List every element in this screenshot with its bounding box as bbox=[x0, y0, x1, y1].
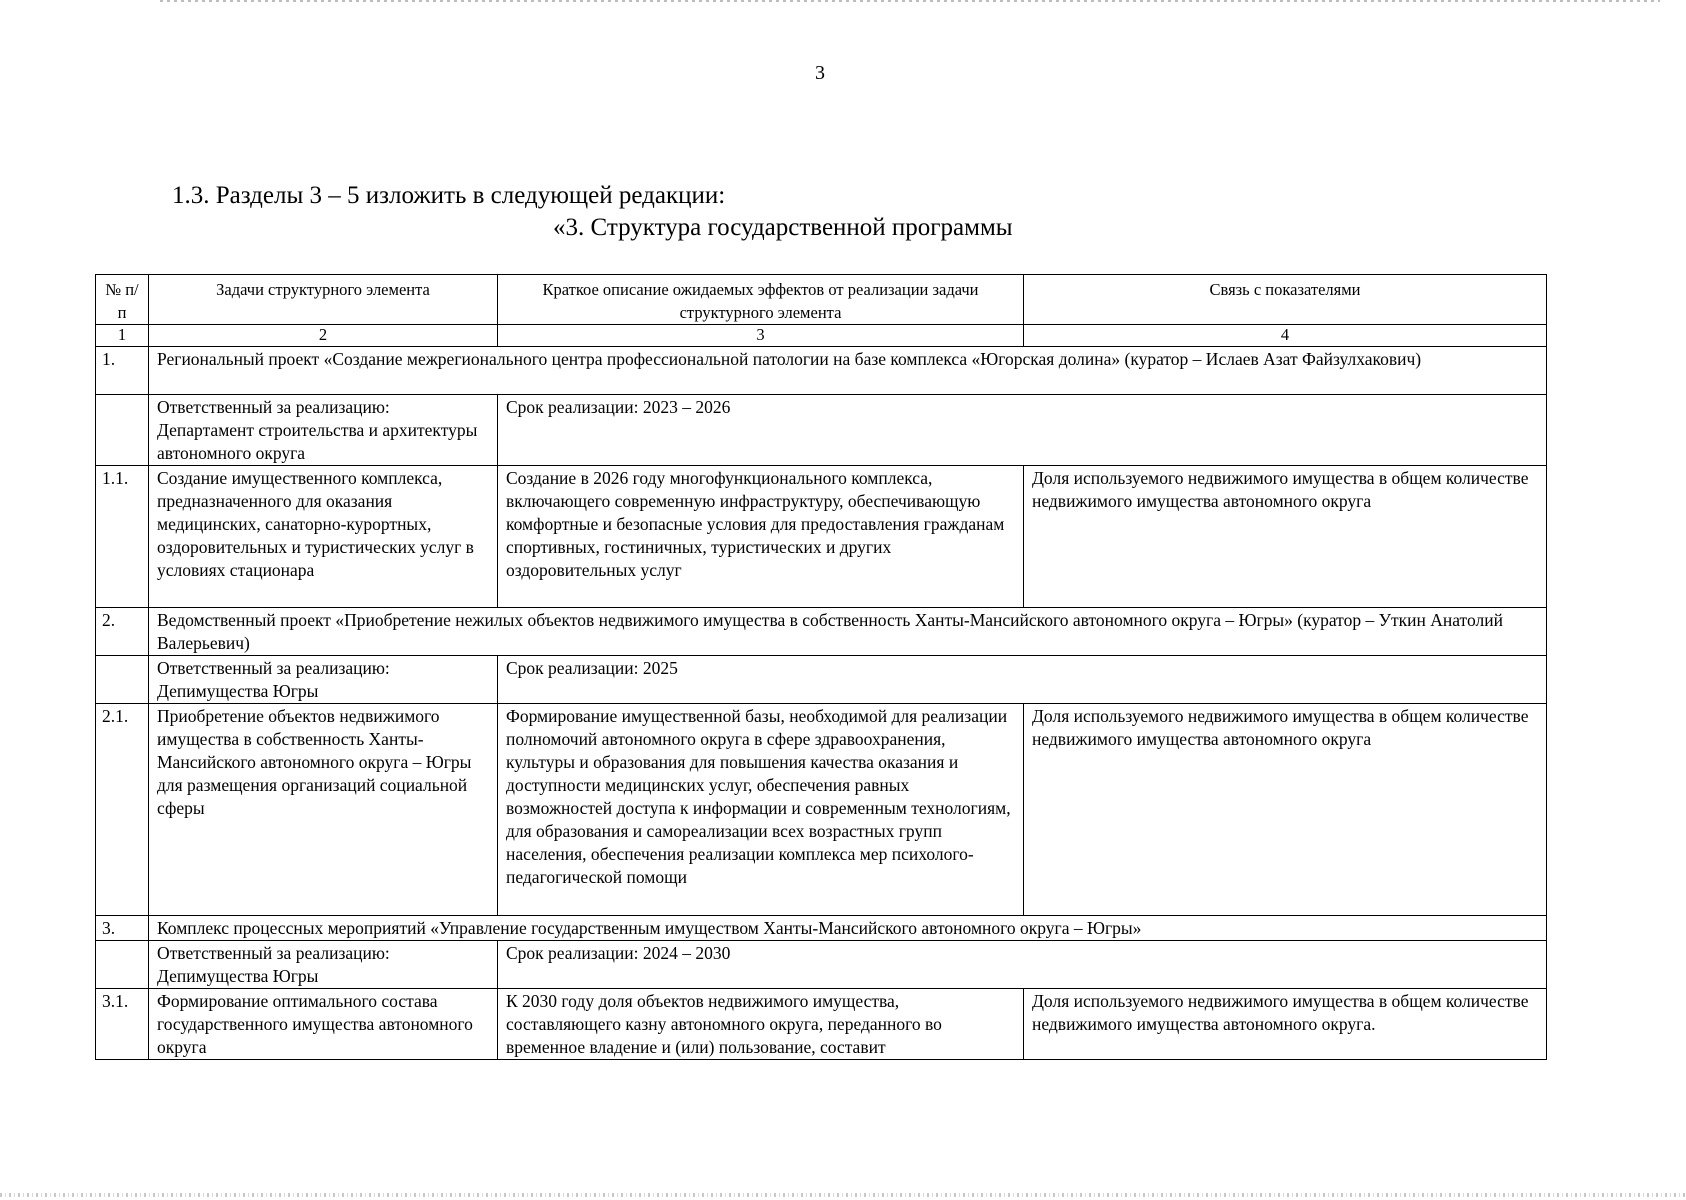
project-title: Региональный проект «Создание межрегионального центра профессиональной патологии на базе комплекса «Югорская долина» (куратор – Ислаев Азат Файзулхакович) bbox=[149, 347, 1547, 395]
row-number: 2. bbox=[96, 608, 149, 656]
effect-cell: Формирование имущественной базы, необходимой для реализации полномочий автономного округа в сфере здравоохранения, культуры и образования для повышения качества оказания и доступности медицинских услуг, обеспечения равных возможностей доступа к информации и современным технологиям, для образования и самореализации всех возрастных групп населения, обеспечения реализации комплекса мер психолого-педагогической помощи bbox=[498, 704, 1024, 916]
responsible-cell: Ответственный за реализацию: Депимущества Югры bbox=[149, 656, 498, 704]
task-cell: Создание имущественного комплекса, предназначенного для оказания медицинских, санаторно-курортных, оздоровительных и туристических услуг в условиях стационара bbox=[149, 466, 498, 608]
header-indicators: Связь с показателями bbox=[1024, 275, 1547, 325]
column-number: 2 bbox=[149, 325, 498, 347]
column-number: 3 bbox=[498, 325, 1024, 347]
effect-cell: К 2030 году доля объектов недвижимого имущества, составляющего казну автономного округа, переданного во временное владение и (или) пользование, составит bbox=[498, 989, 1024, 1060]
page-number: 3 bbox=[815, 62, 825, 84]
task-row bbox=[96, 466, 1547, 608]
responsible-row bbox=[96, 941, 1547, 989]
indicator-cell: Доля используемого недвижимого имущества в общем количестве недвижимого имущества автономного округа bbox=[1024, 466, 1547, 608]
term-cell: Срок реализации: 2023 – 2026 bbox=[498, 395, 1547, 466]
header-num: № п/п bbox=[96, 275, 149, 325]
row-number: 1.1. bbox=[96, 466, 149, 608]
project-row bbox=[96, 916, 1547, 941]
column-number: 1 bbox=[96, 325, 149, 347]
responsible-row bbox=[96, 395, 1547, 466]
header-effects: Краткое описание ожидаемых эффектов от реализации задачи структурного элемента bbox=[498, 275, 1024, 325]
row-number: 1. bbox=[96, 347, 149, 395]
task-cell: Приобретение объектов недвижимого имущества в собственность Ханты-Мансийского автономного округа – Югры для размещения организаций социальной сферы bbox=[149, 704, 498, 916]
program-structure-table bbox=[95, 274, 1547, 1060]
task-row bbox=[96, 704, 1547, 916]
effect-cell: Создание в 2026 году многофункционального комплекса, включающего современную инфраструктуру, обеспечивающую комфортные и безопасные условия для предоставления гражданам спортивных, гостиничных, туристических и других оздоровительных услуг bbox=[498, 466, 1024, 608]
term-cell: Срок реализации: 2025 bbox=[498, 656, 1547, 704]
responsible-cell: Ответственный за реализацию: Депимущества Югры bbox=[149, 941, 498, 989]
empty-cell bbox=[96, 941, 149, 989]
header-row bbox=[96, 275, 1547, 325]
row-number: 3.1. bbox=[96, 989, 149, 1060]
row-number: 3. bbox=[96, 916, 149, 941]
project-title: Комплекс процессных мероприятий «Управление государственным имуществом Ханты-Мансийского автономного округа – Югры» bbox=[149, 916, 1547, 941]
amendment-heading: 1.3. Разделы 3 – 5 изложить в следующей редакции: bbox=[172, 182, 726, 209]
project-title: Ведомственный проект «Приобретение нежилых объектов недвижимого имущества в собственность Ханты-Мансийского автономного округа – Югры» (куратор – Уткин Анатолий Валерьевич) bbox=[149, 608, 1547, 656]
section-title: «3. Структура государственной программы bbox=[553, 214, 1013, 241]
task-cell: Формирование оптимального состава государственного имущества автономного округа bbox=[149, 989, 498, 1060]
indicator-cell: Доля используемого недвижимого имущества в общем количестве недвижимого имущества автономного округа. bbox=[1024, 989, 1547, 1060]
column-number-row bbox=[96, 325, 1547, 347]
responsible-row bbox=[96, 656, 1547, 704]
term-cell: Срок реализации: 2024 – 2030 bbox=[498, 941, 1547, 989]
indicator-cell: Доля используемого недвижимого имущества в общем количестве недвижимого имущества автономного округа bbox=[1024, 704, 1547, 916]
project-row bbox=[96, 347, 1547, 395]
empty-cell bbox=[96, 656, 149, 704]
row-number: 2.1. bbox=[96, 704, 149, 916]
project-row bbox=[96, 608, 1547, 656]
responsible-cell: Ответственный за реализацию: Департамент строительства и архитектуры автономного округа bbox=[149, 395, 498, 466]
column-number: 4 bbox=[1024, 325, 1547, 347]
empty-cell bbox=[96, 395, 149, 466]
task-row bbox=[96, 989, 1547, 1060]
scan-artifact-bottom bbox=[0, 1193, 1686, 1197]
header-tasks: Задачи структурного элемента bbox=[149, 275, 498, 325]
scan-artifact-top bbox=[160, 0, 1660, 2]
